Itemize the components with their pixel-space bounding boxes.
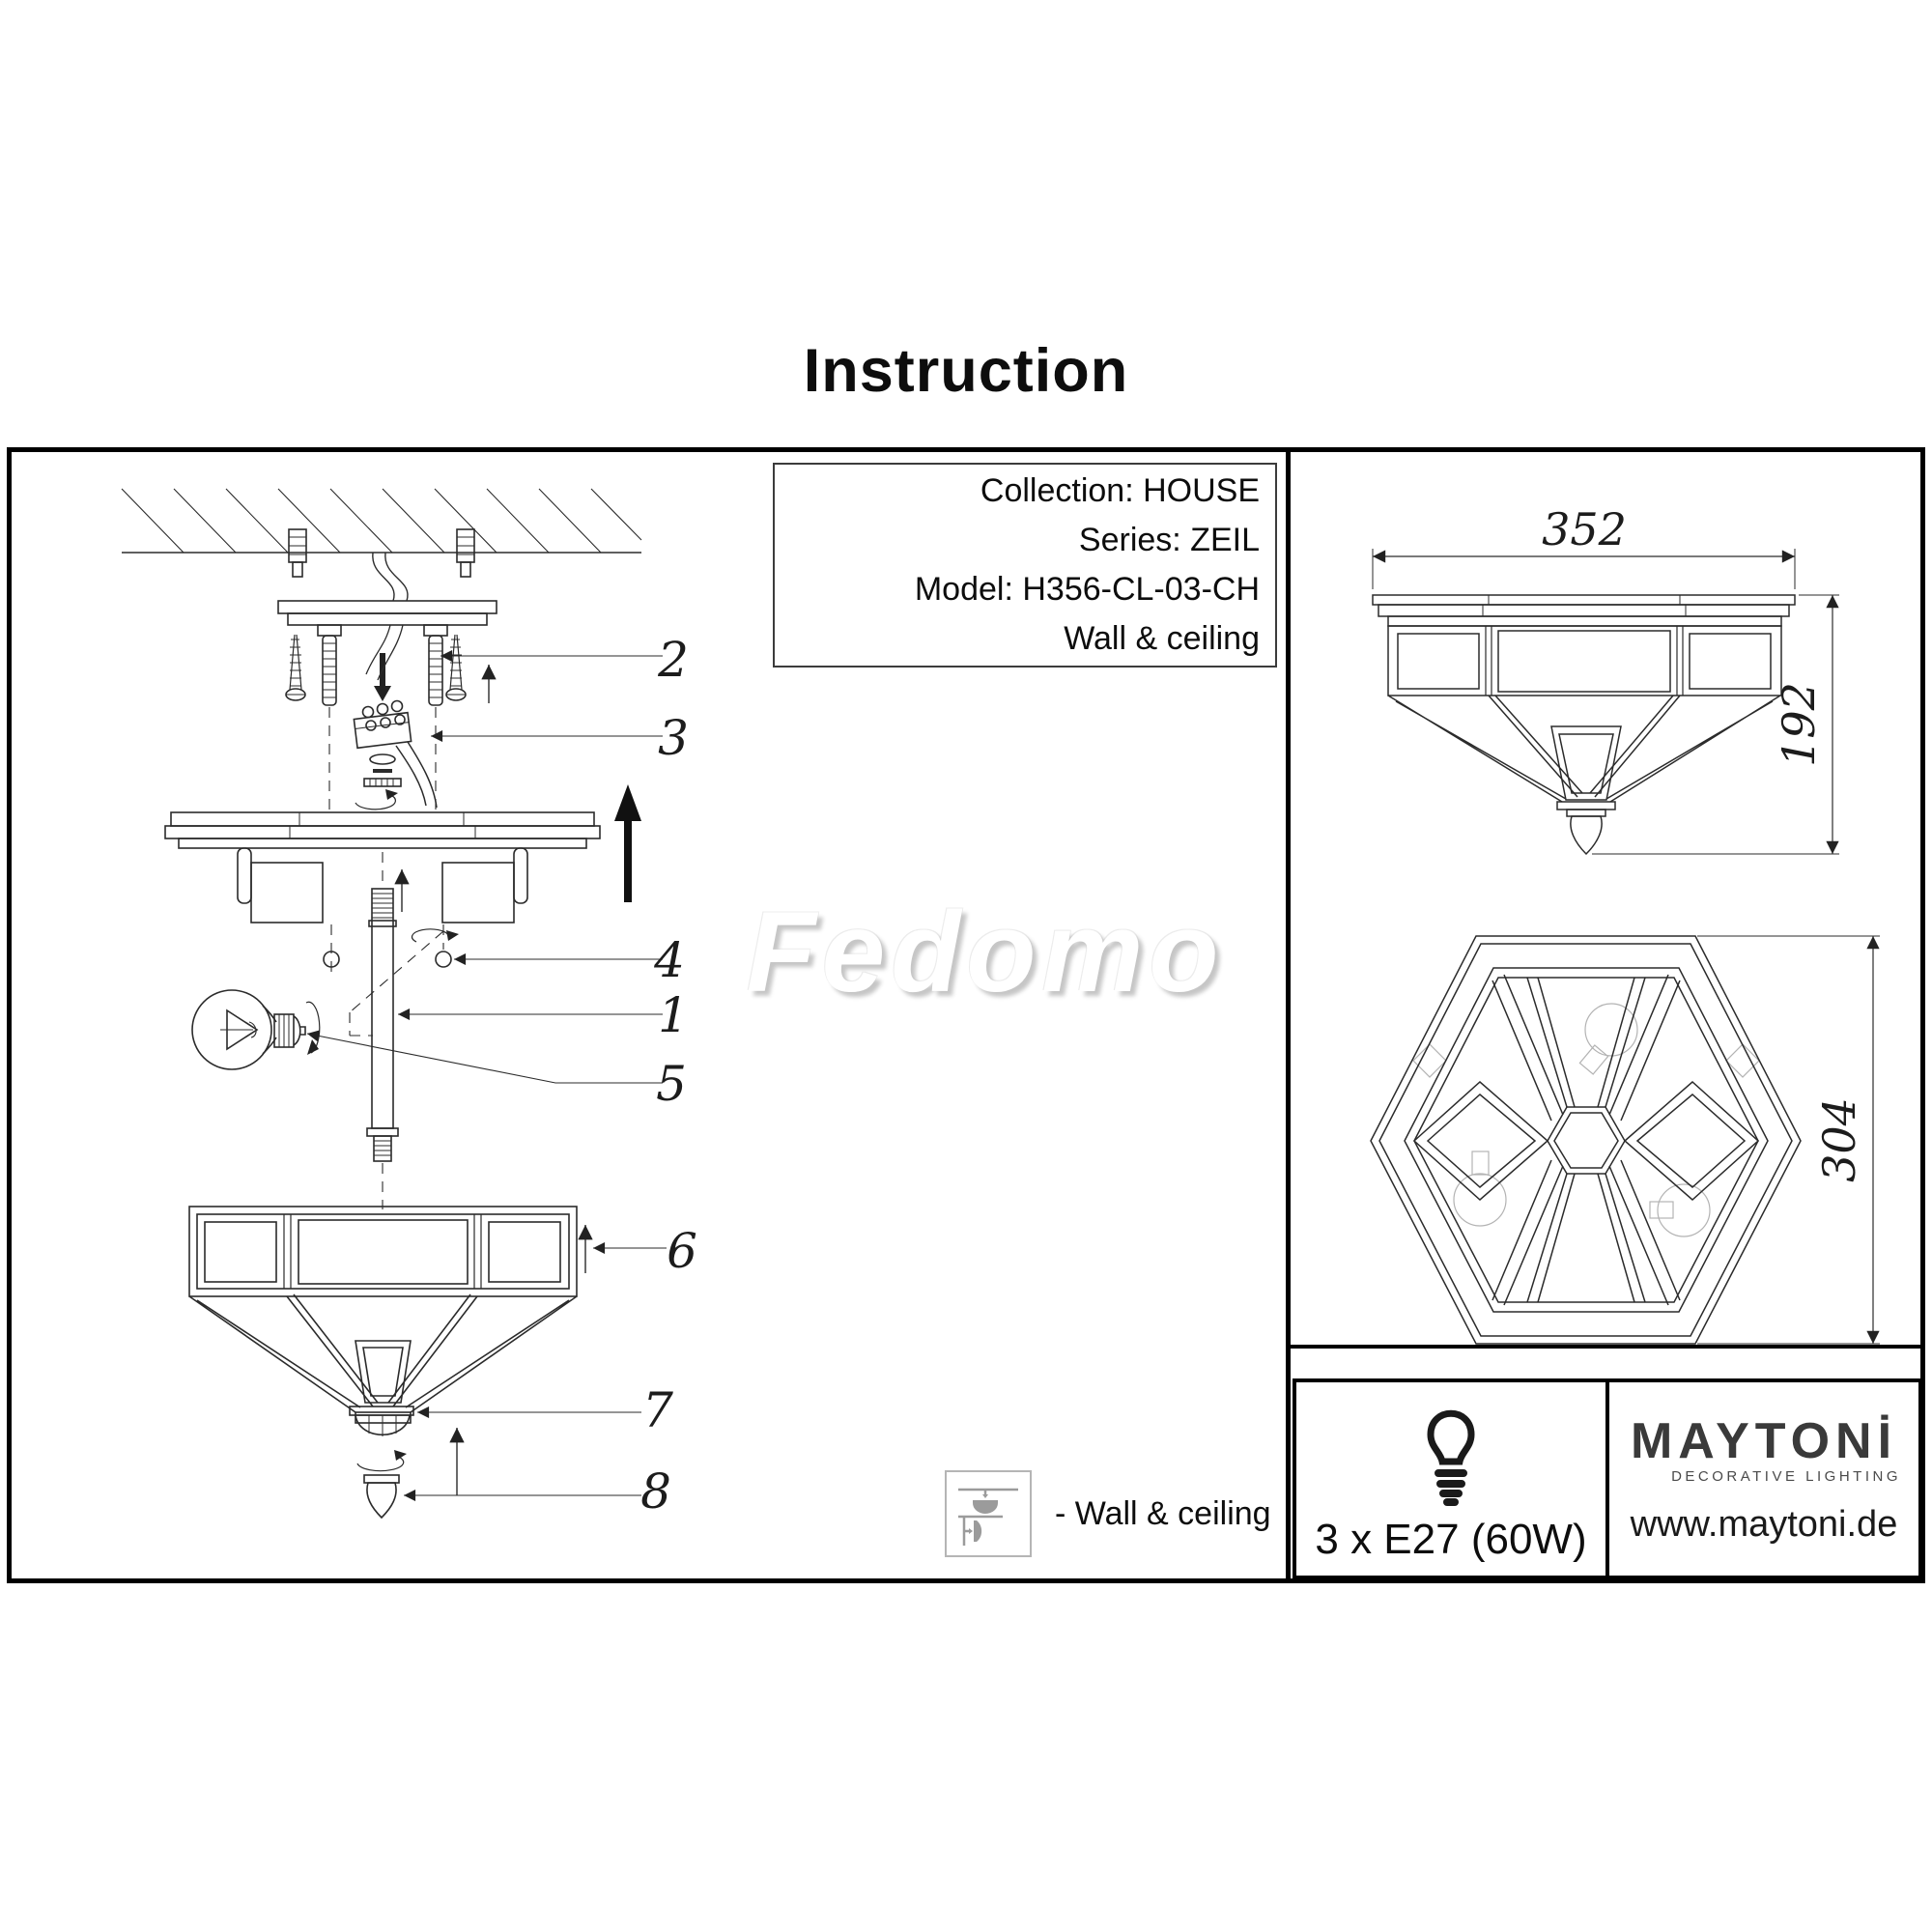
callout-8: 8	[640, 1463, 671, 1520]
center-lines	[329, 707, 443, 1209]
up-arrow-large	[614, 784, 641, 902]
rotate-swirl	[357, 1450, 407, 1471]
info-model: Model: H356-CL-03-CH	[914, 571, 1260, 608]
ceiling	[122, 489, 641, 553]
lamp-spec-cell	[1296, 1382, 1609, 1576]
mounting-screw-left	[286, 635, 305, 700]
terminal-block	[354, 625, 437, 808]
cap	[350, 1406, 413, 1436]
cable-hardware	[355, 754, 401, 810]
down-arrow	[374, 653, 391, 701]
shade	[189, 1207, 577, 1423]
mains-cable	[373, 553, 408, 601]
brand-tagline: DECORATIVE LIGHTING	[1671, 1468, 1901, 1485]
side-view	[1373, 503, 1839, 854]
mount-note-label: - Wall & ceiling	[1055, 1494, 1271, 1532]
info-mount-type: Wall & ceiling	[1064, 620, 1260, 657]
callout-4: 4	[654, 932, 685, 988]
callout-3: 3	[658, 710, 689, 766]
assembly-diagram	[122, 489, 697, 1520]
brand-logo: MAYTONİ	[1630, 1413, 1898, 1469]
page-title: Instruction	[803, 337, 1129, 405]
mounting-screw-right	[446, 635, 466, 700]
info-collection: Collection: HOUSE	[980, 472, 1260, 509]
bulbs-ghost	[1413, 1004, 1759, 1236]
brand-website: www.maytoni.de	[1630, 1504, 1898, 1545]
mount-note	[945, 1470, 1271, 1557]
leader-5	[307, 1034, 663, 1083]
lamp-spec-label: 3 x E27 (60W)	[1315, 1516, 1587, 1563]
finial	[364, 1475, 399, 1518]
brand-cell	[1609, 1382, 1918, 1576]
dim-height: 192	[1773, 682, 1825, 767]
dim-width: 352	[1542, 503, 1627, 555]
callout-1: 1	[658, 987, 689, 1043]
watermark: Fedomo	[746, 889, 1225, 1016]
top-view	[1371, 936, 1880, 1344]
info-series: Series: ZEIL	[1078, 522, 1260, 558]
mounting-bracket	[278, 601, 497, 625]
callout-2: 2	[658, 632, 689, 688]
callout-6: 6	[667, 1223, 697, 1279]
dim-depth: 304	[1813, 1097, 1865, 1182]
wires	[396, 742, 437, 808]
canopy	[165, 812, 600, 923]
spec-brand-table	[1293, 1378, 1922, 1579]
light-bulb-icon	[1406, 1394, 1495, 1508]
callout-7: 7	[642, 1382, 673, 1438]
light-bulb	[192, 990, 320, 1069]
threaded-rod	[367, 889, 398, 1161]
wall-ceiling-icon	[945, 1470, 1032, 1557]
callout-5: 5	[656, 1056, 687, 1112]
